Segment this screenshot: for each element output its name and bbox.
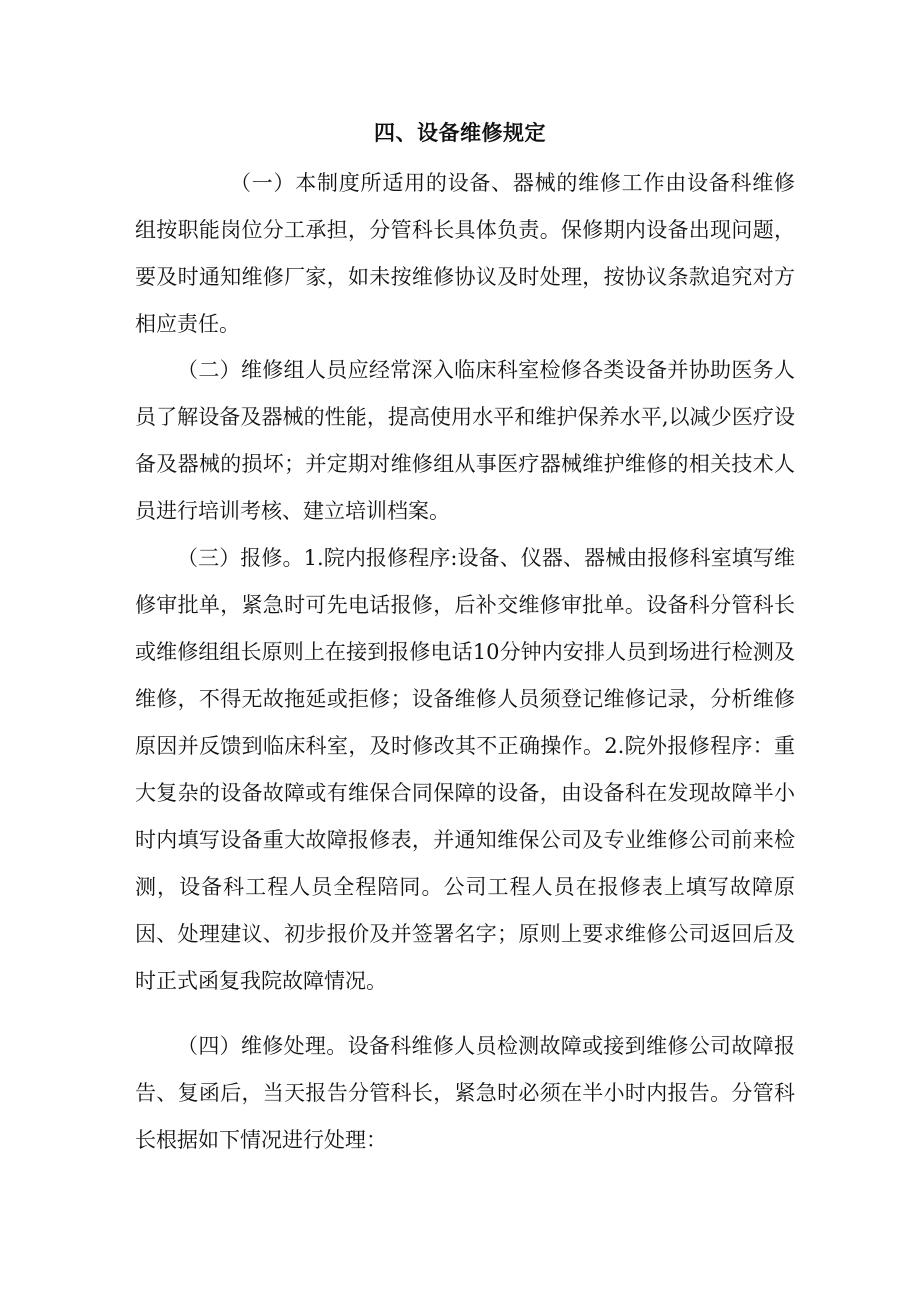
paragraph-2: （二）维修组人员应经常深入临床科室检修各类设备并协助医务人员了解设备及器械的性能，提高使用水平和维护保养水平,以减少医疗设备及器械的损坏；并定期对维修组从事医疗器械维护维修的相关技术人员进行培训考核、建立培训档案。 xyxy=(135,358,795,523)
paragraph-4: （四）维修处理。设备科维修人员检测故障或接到维修公司故障报告、复函后，当天报告分管科长，紧急时必须在半小时内报告。分管科长根据如下情况进行处理： xyxy=(135,1034,795,1152)
paragraph-1: （一）本制度所适用的设备、器械的维修工作由设备科维修组按职能岗位分工承担，分管科长具体负责。保修期内设备出现问题，要及时通知维修厂家，如未按维修协议及时处理，按协议条款追究对方相应责任。 xyxy=(135,171,795,336)
document-title: 四、设备维修规定 xyxy=(374,121,546,145)
paragraph-3: （三）报修。1.院内报修程序:设备、仪器、器械由报修科室填写维修审批单，紧急时可先电话报修，后补交维修审批单。设备科分管科长或维修组组长原则上在接到报修电话10分钟内安排人员到场进行检测及维修，不得无故拖延或拒修；设备维修人员须登记维修记录，分析维修原因并反馈到临床科室，及时修改其不正确操作。2.院外报修程序：重大复杂的设备故障或有维保合同保障的设备，由设备科在发现故障半小时内填写设备重大故障报修表，并通知维保公司及专业维修公司前来检测，设备科工程人员全程陪同。公司工程人员在报修表上填写故障原因、处理建议、初步报价及并签署名字；原则上要求维修公司返回后及时正式函复我院故障情况。 xyxy=(135,546,795,993)
